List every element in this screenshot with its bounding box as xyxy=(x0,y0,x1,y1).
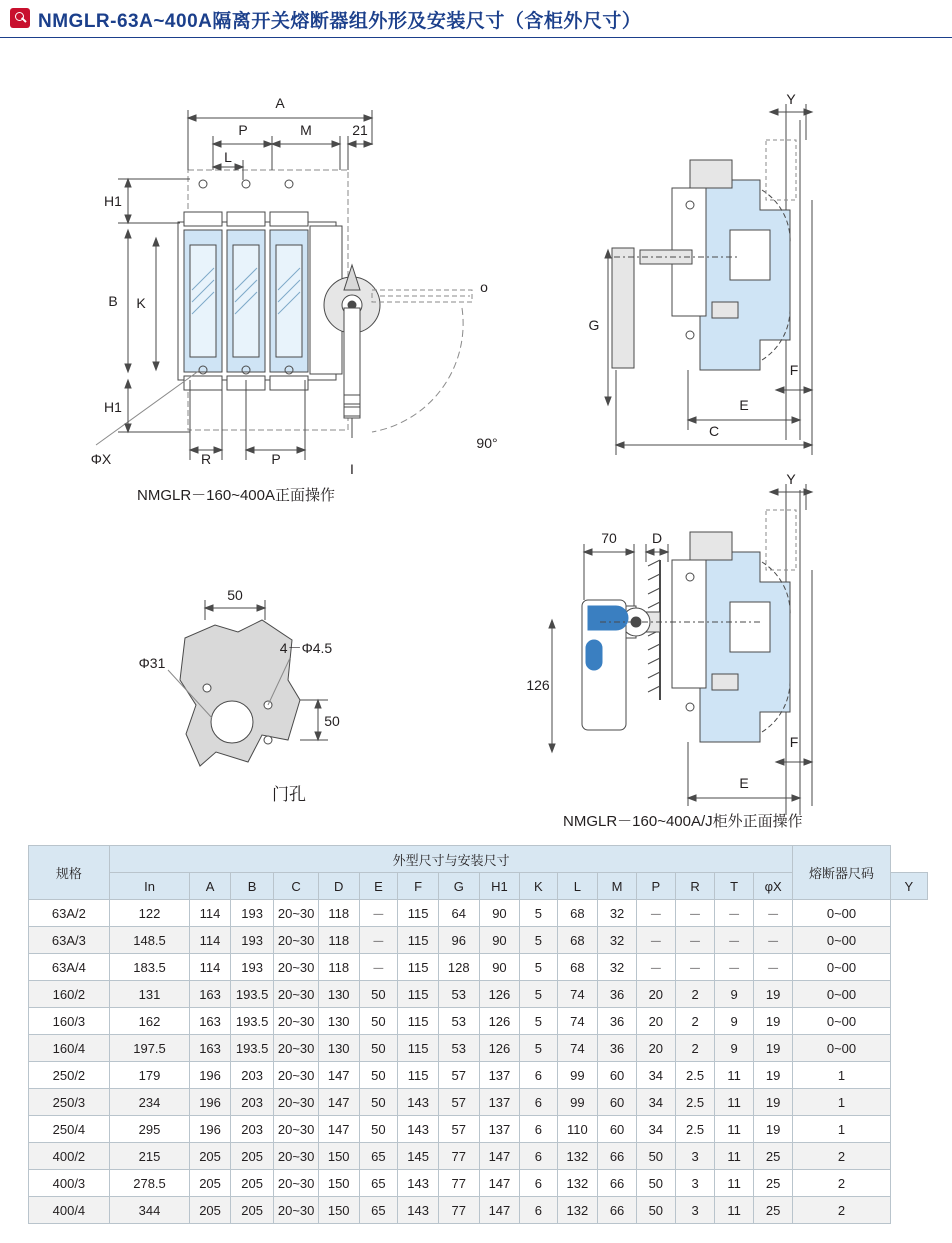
cell-l: 5 xyxy=(520,981,557,1008)
cell-t: － xyxy=(675,900,715,927)
label-D: D xyxy=(651,530,663,546)
cell-φx: 11 xyxy=(715,1170,754,1197)
cell-y: 19 xyxy=(753,1089,792,1116)
label-C: C xyxy=(708,423,720,439)
label-door-phi31: Φ31 xyxy=(138,655,166,671)
technical-drawings xyxy=(0,40,952,840)
cell-h1: 77 xyxy=(438,1143,479,1170)
table-row xyxy=(29,900,928,927)
cell-f: 50 xyxy=(359,1035,398,1062)
cell-b: 196 xyxy=(190,1116,231,1143)
header-divider xyxy=(0,37,952,38)
column-header-a: A xyxy=(190,873,231,900)
cell-y: 25 xyxy=(753,1197,792,1224)
cell-spec: 160/4 xyxy=(29,1035,110,1062)
cell-y: 25 xyxy=(753,1170,792,1197)
cell-b: 163 xyxy=(190,1008,231,1035)
cell-p: 60 xyxy=(598,1116,637,1143)
label-Y-bottom: Y xyxy=(786,471,796,487)
cell-r: 34 xyxy=(636,1062,675,1089)
cell-f: 50 xyxy=(359,1089,398,1116)
cell-r: 50 xyxy=(636,1170,675,1197)
cell-b: 114 xyxy=(190,900,231,927)
cell-r: － xyxy=(636,927,675,954)
cell-r: 20 xyxy=(636,1008,675,1035)
cell-h1: 53 xyxy=(438,1035,479,1062)
cell-t: 3 xyxy=(675,1197,715,1224)
page-title: NMGLR-63A~400A隔离开关熔断器组外形及安装尺寸（含柜外尺寸） xyxy=(38,11,642,32)
cell-t: － xyxy=(675,954,715,981)
cell-m: 132 xyxy=(557,1197,598,1224)
cell-φx: － xyxy=(715,900,754,927)
cell-t: 2.5 xyxy=(675,1116,715,1143)
table-row xyxy=(29,1089,928,1116)
label-L: L xyxy=(224,149,232,165)
cell-f: 65 xyxy=(359,1197,398,1224)
cell-a: 197.5 xyxy=(109,1035,189,1062)
header-dims: 外型尺寸与安装尺寸 xyxy=(109,846,793,873)
cell-φx: － xyxy=(715,927,754,954)
column-header-g: G xyxy=(438,873,479,900)
cell-b: 114 xyxy=(190,927,231,954)
cell-a: 183.5 xyxy=(109,954,189,981)
cell-l: 5 xyxy=(520,954,557,981)
cell-e: 118 xyxy=(318,954,359,981)
cell-spec: 63A/4 xyxy=(29,954,110,981)
cell-g: 115 xyxy=(398,1035,439,1062)
cell-r: － xyxy=(636,954,675,981)
cell-h1: 64 xyxy=(438,900,479,927)
cell-m: 68 xyxy=(557,954,598,981)
cell-a: 122 xyxy=(109,900,189,927)
cell-e: 147 xyxy=(318,1062,359,1089)
cell-r: 50 xyxy=(636,1197,675,1224)
cell-g: 143 xyxy=(398,1089,439,1116)
cell-d: 20~30 xyxy=(274,954,319,981)
cell-fuse-size: 1 xyxy=(793,1062,890,1089)
cell-fuse-size: 1 xyxy=(793,1089,890,1116)
column-header-l: L xyxy=(557,873,598,900)
label-F-bottom: F xyxy=(789,734,799,750)
label-G: G xyxy=(588,317,600,333)
cell-fuse-size: 1 xyxy=(793,1116,890,1143)
cell-p: 36 xyxy=(598,1008,637,1035)
cell-k: 126 xyxy=(479,1035,520,1062)
cell-φx: 9 xyxy=(715,981,754,1008)
label-P: P xyxy=(238,122,248,138)
label-door-4phi45: 4－Φ4.5 xyxy=(279,640,333,656)
cell-e: 118 xyxy=(318,900,359,927)
cell-f: 50 xyxy=(359,981,398,1008)
label-phiX: ΦX xyxy=(90,451,112,467)
column-header-φx: φX xyxy=(753,873,792,900)
cell-fuse-size: 2 xyxy=(793,1197,890,1224)
label-70: 70 xyxy=(601,530,617,546)
cell-spec: 250/4 xyxy=(29,1116,110,1143)
cell-g: 115 xyxy=(398,927,439,954)
cell-l: 5 xyxy=(520,1035,557,1062)
cell-φx: 11 xyxy=(715,1062,754,1089)
cell-l: 5 xyxy=(520,927,557,954)
cell-spec: 160/2 xyxy=(29,981,110,1008)
cell-e: 150 xyxy=(318,1170,359,1197)
table-row xyxy=(29,1062,928,1089)
caption-door-hole: 门孔 xyxy=(272,785,306,804)
column-header-p: P xyxy=(636,873,675,900)
cell-p: 32 xyxy=(598,954,637,981)
cell-f: 50 xyxy=(359,1116,398,1143)
cell-spec: 400/4 xyxy=(29,1197,110,1224)
cell-fuse-size: 0~00 xyxy=(793,927,890,954)
cell-a: 148.5 xyxy=(109,927,189,954)
cell-t: 2 xyxy=(675,1035,715,1062)
cell-c: 203 xyxy=(230,1116,273,1143)
cell-g: 115 xyxy=(398,900,439,927)
column-header-t: T xyxy=(715,873,754,900)
cell-l: 5 xyxy=(520,1008,557,1035)
search-icon xyxy=(10,8,30,28)
cell-φx: － xyxy=(715,954,754,981)
label-E-top: E xyxy=(739,397,749,413)
cell-a: 215 xyxy=(109,1143,189,1170)
cell-m: 74 xyxy=(557,1035,598,1062)
cell-c: 193 xyxy=(230,900,273,927)
cell-p: 36 xyxy=(598,1035,637,1062)
cell-c: 205 xyxy=(230,1170,273,1197)
cell-φx: 11 xyxy=(715,1116,754,1143)
caption-outside-cabinet: NMGLR－160~400A/J柜外正面操作 xyxy=(563,813,803,830)
column-header-c: C xyxy=(274,873,319,900)
cell-r: 34 xyxy=(636,1116,675,1143)
cell-m: 132 xyxy=(557,1143,598,1170)
cell-spec: 400/3 xyxy=(29,1170,110,1197)
cell-t: 2.5 xyxy=(675,1089,715,1116)
cell-t: － xyxy=(675,927,715,954)
cell-g: 143 xyxy=(398,1116,439,1143)
column-header-in: In xyxy=(109,873,189,900)
cell-l: 5 xyxy=(520,900,557,927)
cell-p: 36 xyxy=(598,981,637,1008)
header-spec: 规格 xyxy=(29,846,110,900)
dimensions-table xyxy=(28,845,928,1224)
cell-g: 143 xyxy=(398,1197,439,1224)
cell-p: 66 xyxy=(598,1170,637,1197)
cell-l: 6 xyxy=(520,1089,557,1116)
cell-t: 3 xyxy=(675,1170,715,1197)
cell-φx: 11 xyxy=(715,1089,754,1116)
cell-h1: 57 xyxy=(438,1116,479,1143)
cell-h1: 57 xyxy=(438,1062,479,1089)
column-header-y: Y xyxy=(890,873,927,900)
cell-h1: 77 xyxy=(438,1170,479,1197)
cell-t: 2 xyxy=(675,981,715,1008)
cell-y: 19 xyxy=(753,1116,792,1143)
cell-a: 162 xyxy=(109,1008,189,1035)
label-door-50-top: 50 xyxy=(227,587,243,603)
cell-l: 6 xyxy=(520,1143,557,1170)
cell-k: 137 xyxy=(479,1116,520,1143)
cell-k: 90 xyxy=(479,927,520,954)
cell-r: 20 xyxy=(636,1035,675,1062)
cell-f: － xyxy=(359,927,398,954)
cell-c: 193.5 xyxy=(230,1008,273,1035)
cell-e: 150 xyxy=(318,1143,359,1170)
label-K: K xyxy=(136,295,146,311)
label-F-top: F xyxy=(789,362,799,378)
cell-g: 143 xyxy=(398,1170,439,1197)
cell-g: 115 xyxy=(398,981,439,1008)
label-H1-bottom: H1 xyxy=(104,399,122,415)
cell-r: － xyxy=(636,900,675,927)
cell-f: － xyxy=(359,900,398,927)
table-row xyxy=(29,1197,928,1224)
cell-g: 145 xyxy=(398,1143,439,1170)
cell-k: 137 xyxy=(479,1089,520,1116)
cell-m: 68 xyxy=(557,900,598,927)
cell-m: 74 xyxy=(557,1008,598,1035)
header-fuse: 熔断器尺码 xyxy=(793,846,890,900)
table-body xyxy=(29,900,928,1224)
cell-fuse-size: 2 xyxy=(793,1170,890,1197)
cell-k: 147 xyxy=(479,1170,520,1197)
cell-m: 110 xyxy=(557,1116,598,1143)
cell-b: 196 xyxy=(190,1089,231,1116)
cell-l: 6 xyxy=(520,1170,557,1197)
cell-y: － xyxy=(753,927,792,954)
cell-φx: 9 xyxy=(715,1035,754,1062)
table-column-header-row xyxy=(29,873,928,900)
cell-e: 118 xyxy=(318,927,359,954)
cell-φx: 11 xyxy=(715,1143,754,1170)
cell-d: 20~30 xyxy=(274,1089,319,1116)
table-row xyxy=(29,927,928,954)
cell-g: 115 xyxy=(398,1062,439,1089)
cell-k: 147 xyxy=(479,1143,520,1170)
cell-p: 60 xyxy=(598,1062,637,1089)
cell-d: 20~30 xyxy=(274,1062,319,1089)
cell-m: 68 xyxy=(557,927,598,954)
cell-m: 99 xyxy=(557,1089,598,1116)
cell-b: 163 xyxy=(190,1035,231,1062)
cell-k: 90 xyxy=(479,900,520,927)
label-A: A xyxy=(275,95,285,111)
cell-c: 203 xyxy=(230,1089,273,1116)
cell-b: 205 xyxy=(190,1170,231,1197)
cell-k: 147 xyxy=(479,1197,520,1224)
cell-b: 163 xyxy=(190,981,231,1008)
cell-y: － xyxy=(753,900,792,927)
label-I: I xyxy=(350,461,354,477)
label-M: M xyxy=(300,122,312,138)
cell-φx: 11 xyxy=(715,1197,754,1224)
cell-y: 19 xyxy=(753,1035,792,1062)
cell-d: 20~30 xyxy=(274,1170,319,1197)
label-R: R xyxy=(200,451,212,467)
cell-f: 65 xyxy=(359,1170,398,1197)
cell-y: 19 xyxy=(753,1062,792,1089)
cell-c: 193.5 xyxy=(230,1035,273,1062)
table-row xyxy=(29,1170,928,1197)
cell-b: 205 xyxy=(190,1197,231,1224)
cell-spec: 250/2 xyxy=(29,1062,110,1089)
cell-d: 20~30 xyxy=(274,981,319,1008)
cell-y: － xyxy=(753,954,792,981)
cell-d: 20~30 xyxy=(274,900,319,927)
cell-g: 115 xyxy=(398,1008,439,1035)
cell-m: 74 xyxy=(557,981,598,1008)
cell-p: 66 xyxy=(598,1197,637,1224)
cell-p: 66 xyxy=(598,1143,637,1170)
cell-f: 50 xyxy=(359,1062,398,1089)
label-126: 126 xyxy=(526,677,550,693)
cell-spec: 250/3 xyxy=(29,1089,110,1116)
cell-f: 50 xyxy=(359,1008,398,1035)
cell-h1: 96 xyxy=(438,927,479,954)
cell-p: 32 xyxy=(598,927,637,954)
cell-m: 99 xyxy=(557,1062,598,1089)
label-21: 21 xyxy=(352,122,368,138)
cell-e: 150 xyxy=(318,1197,359,1224)
cell-spec: 63A/2 xyxy=(29,900,110,927)
table-row xyxy=(29,1008,928,1035)
cell-spec: 160/3 xyxy=(29,1008,110,1035)
cell-a: 344 xyxy=(109,1197,189,1224)
cell-g: 115 xyxy=(398,954,439,981)
cell-c: 193.5 xyxy=(230,981,273,1008)
table-group-header-row xyxy=(29,846,928,873)
cell-spec: 400/2 xyxy=(29,1143,110,1170)
table-row xyxy=(29,981,928,1008)
cell-fuse-size: 0~00 xyxy=(793,900,890,927)
drawing-svg xyxy=(0,40,952,840)
cell-y: 19 xyxy=(753,1008,792,1035)
cell-k: 137 xyxy=(479,1062,520,1089)
cell-b: 205 xyxy=(190,1143,231,1170)
page-header xyxy=(0,0,952,38)
column-header-m: M xyxy=(598,873,637,900)
cell-fuse-size: 0~00 xyxy=(793,1035,890,1062)
cell-a: 234 xyxy=(109,1089,189,1116)
table-row xyxy=(29,954,928,981)
cell-f: － xyxy=(359,954,398,981)
cell-d: 20~30 xyxy=(274,1197,319,1224)
cell-r: 34 xyxy=(636,1089,675,1116)
cell-p: 32 xyxy=(598,900,637,927)
cell-t: 2 xyxy=(675,1008,715,1035)
cell-a: 131 xyxy=(109,981,189,1008)
column-header-e: E xyxy=(359,873,398,900)
cell-y: 19 xyxy=(753,981,792,1008)
cell-m: 132 xyxy=(557,1170,598,1197)
cell-h1: 128 xyxy=(438,954,479,981)
column-header-d: D xyxy=(318,873,359,900)
cell-e: 130 xyxy=(318,981,359,1008)
cell-c: 205 xyxy=(230,1197,273,1224)
cell-d: 20~30 xyxy=(274,927,319,954)
cell-φx: 9 xyxy=(715,1008,754,1035)
cell-f: 65 xyxy=(359,1143,398,1170)
cell-l: 6 xyxy=(520,1116,557,1143)
cell-y: 25 xyxy=(753,1143,792,1170)
cell-spec: 63A/3 xyxy=(29,927,110,954)
cell-fuse-size: 2 xyxy=(793,1143,890,1170)
cell-a: 295 xyxy=(109,1116,189,1143)
cell-b: 196 xyxy=(190,1062,231,1089)
column-header-f: F xyxy=(398,873,439,900)
cell-k: 126 xyxy=(479,1008,520,1035)
cell-e: 130 xyxy=(318,1008,359,1035)
cell-h1: 77 xyxy=(438,1197,479,1224)
cell-t: 2.5 xyxy=(675,1062,715,1089)
table-row xyxy=(29,1035,928,1062)
label-Y-top: Y xyxy=(786,91,796,107)
column-header-h1: H1 xyxy=(479,873,520,900)
label-o: o xyxy=(480,279,488,295)
cell-r: 50 xyxy=(636,1143,675,1170)
cell-b: 114 xyxy=(190,954,231,981)
cell-c: 203 xyxy=(230,1062,273,1089)
cell-e: 147 xyxy=(318,1116,359,1143)
cell-a: 179 xyxy=(109,1062,189,1089)
cell-h1: 53 xyxy=(438,1008,479,1035)
cell-k: 126 xyxy=(479,981,520,1008)
cell-c: 193 xyxy=(230,927,273,954)
cell-l: 6 xyxy=(520,1197,557,1224)
cell-t: 3 xyxy=(675,1143,715,1170)
cell-d: 20~30 xyxy=(274,1116,319,1143)
cell-d: 20~30 xyxy=(274,1035,319,1062)
cell-d: 20~30 xyxy=(274,1008,319,1035)
cell-h1: 57 xyxy=(438,1089,479,1116)
dimensions-table-wrapper xyxy=(28,845,928,1224)
cell-p: 60 xyxy=(598,1089,637,1116)
cell-h1: 53 xyxy=(438,981,479,1008)
cell-e: 130 xyxy=(318,1035,359,1062)
cell-a: 278.5 xyxy=(109,1170,189,1197)
label-P-bottom: P xyxy=(271,451,281,467)
cell-k: 90 xyxy=(479,954,520,981)
cell-c: 193 xyxy=(230,954,273,981)
cell-r: 20 xyxy=(636,981,675,1008)
label-90deg: 90° xyxy=(476,435,498,451)
label-H1-top: H1 xyxy=(104,193,122,209)
table-row xyxy=(29,1143,928,1170)
cell-fuse-size: 0~00 xyxy=(793,981,890,1008)
column-header-b: B xyxy=(230,873,273,900)
column-header-r: R xyxy=(675,873,715,900)
cell-d: 20~30 xyxy=(274,1143,319,1170)
caption-front-operation: NMGLR－160~400A正面操作 xyxy=(137,487,335,504)
label-E-bottom: E xyxy=(739,775,749,791)
cell-c: 205 xyxy=(230,1143,273,1170)
column-header-k: K xyxy=(520,873,557,900)
cell-fuse-size: 0~00 xyxy=(793,1008,890,1035)
table-row xyxy=(29,1116,928,1143)
cell-fuse-size: 0~00 xyxy=(793,954,890,981)
cell-l: 6 xyxy=(520,1062,557,1089)
cell-e: 147 xyxy=(318,1089,359,1116)
label-B: B xyxy=(108,293,118,309)
label-door-50-right: 50 xyxy=(324,713,340,729)
